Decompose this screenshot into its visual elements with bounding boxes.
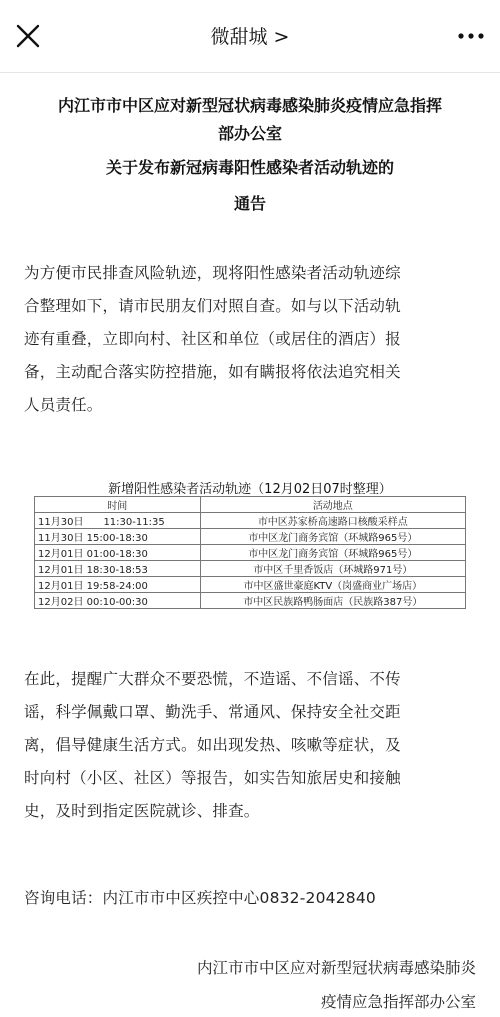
reminder-line: 在此，提醒广大群众不要恐慌，不造谣、不信谣、不传 <box>24 670 401 688</box>
intro-line: 为方便市民排查风险轨迹，现将阳性感染者活动轨迹综 <box>24 264 401 282</box>
reminder-line: 时向村（小区、社区）等报告，如实告知旅居史和接触 <box>24 769 401 787</box>
intro-line: 备，主动配合落实防控措施，如有瞒报将依法追究相关 <box>24 363 401 381</box>
cell-time: 11月30日 15:00-18:30 <box>35 529 201 545</box>
contact-phone: 咨询电话：内江市市中区疾控中心0832-2042840 <box>24 889 376 907</box>
column-header-time: 时间 <box>35 497 201 513</box>
intro-line: 迹有重叠，立即向村、社区和单位（或居住的酒店）报 <box>24 330 401 348</box>
signature-line-1: 内江市市中区应对新型冠状病毒感染肺炎 <box>196 959 476 977</box>
cell-place: 市中区龙门商务宾馆（环城路965号） <box>200 529 465 545</box>
cell-time: 12月01日 19:58-24:00 <box>35 577 201 593</box>
table-row <box>35 593 466 609</box>
reminder-line: 史，及时到指定医院就诊、排查。 <box>24 802 260 820</box>
cell-time: 12月01日 01:00-18:30 <box>35 545 201 561</box>
heading-line-2: 部办公室 <box>217 124 282 143</box>
cell-time: 12月02日 00:10-00:30 <box>35 593 201 609</box>
heading-line-1: 内江市市中区应对新型冠状病毒感染肺炎疫情应急指挥 <box>57 96 442 115</box>
table-title: 新增阳性感染者活动轨迹（12月02日07时整理） <box>108 482 392 497</box>
cell-place: 市中区千里香饭店（环城路971号） <box>200 561 465 577</box>
table-header-row <box>35 497 466 513</box>
account-name-link[interactable]: 微甜城 > <box>210 26 290 48</box>
reminder-line: 离，倡导健康生活方式。如出现发热、咳嗽等症状，及 <box>24 736 401 754</box>
table-row <box>35 545 466 561</box>
table-row <box>35 577 466 593</box>
activity-track-table <box>34 496 466 609</box>
more-icon <box>456 22 486 50</box>
intro-line: 合整理如下，请市民朋友们对照自查。如与以下活动轨 <box>24 297 401 315</box>
cell-place: 市中区盛世豪庭KTV（岗盛商业广场店） <box>200 577 465 593</box>
cell-time: 12月01日 18:30-18:53 <box>35 561 201 577</box>
cell-place: 市中区龙门商务宾馆（环城路965号） <box>200 545 465 561</box>
top-nav-bar <box>0 0 500 73</box>
cell-place: 市中区苏家桥高速路口核酸采样点 <box>200 513 465 529</box>
intro-line: 人员责任。 <box>24 396 103 414</box>
column-header-place: 活动地点 <box>200 497 465 513</box>
table-row <box>35 513 466 529</box>
signature-line-2: 疫情应急指挥部办公室 <box>320 993 476 1011</box>
table-row <box>35 529 466 545</box>
cell-time: 11月30日 11:30-11:35 <box>35 513 201 529</box>
cell-place: 市中区民族路鸭肠面店（民族路387号） <box>200 593 465 609</box>
heading-line-4: 通告 <box>233 194 266 213</box>
table-row <box>35 561 466 577</box>
more-button[interactable] <box>456 22 486 50</box>
heading-line-3: 关于发布新冠病毒阳性感染者活动轨迹的 <box>105 158 394 177</box>
reminder-line: 谣，科学佩戴口罩、勤洗手、常通风、保持安全社交距 <box>24 703 401 721</box>
